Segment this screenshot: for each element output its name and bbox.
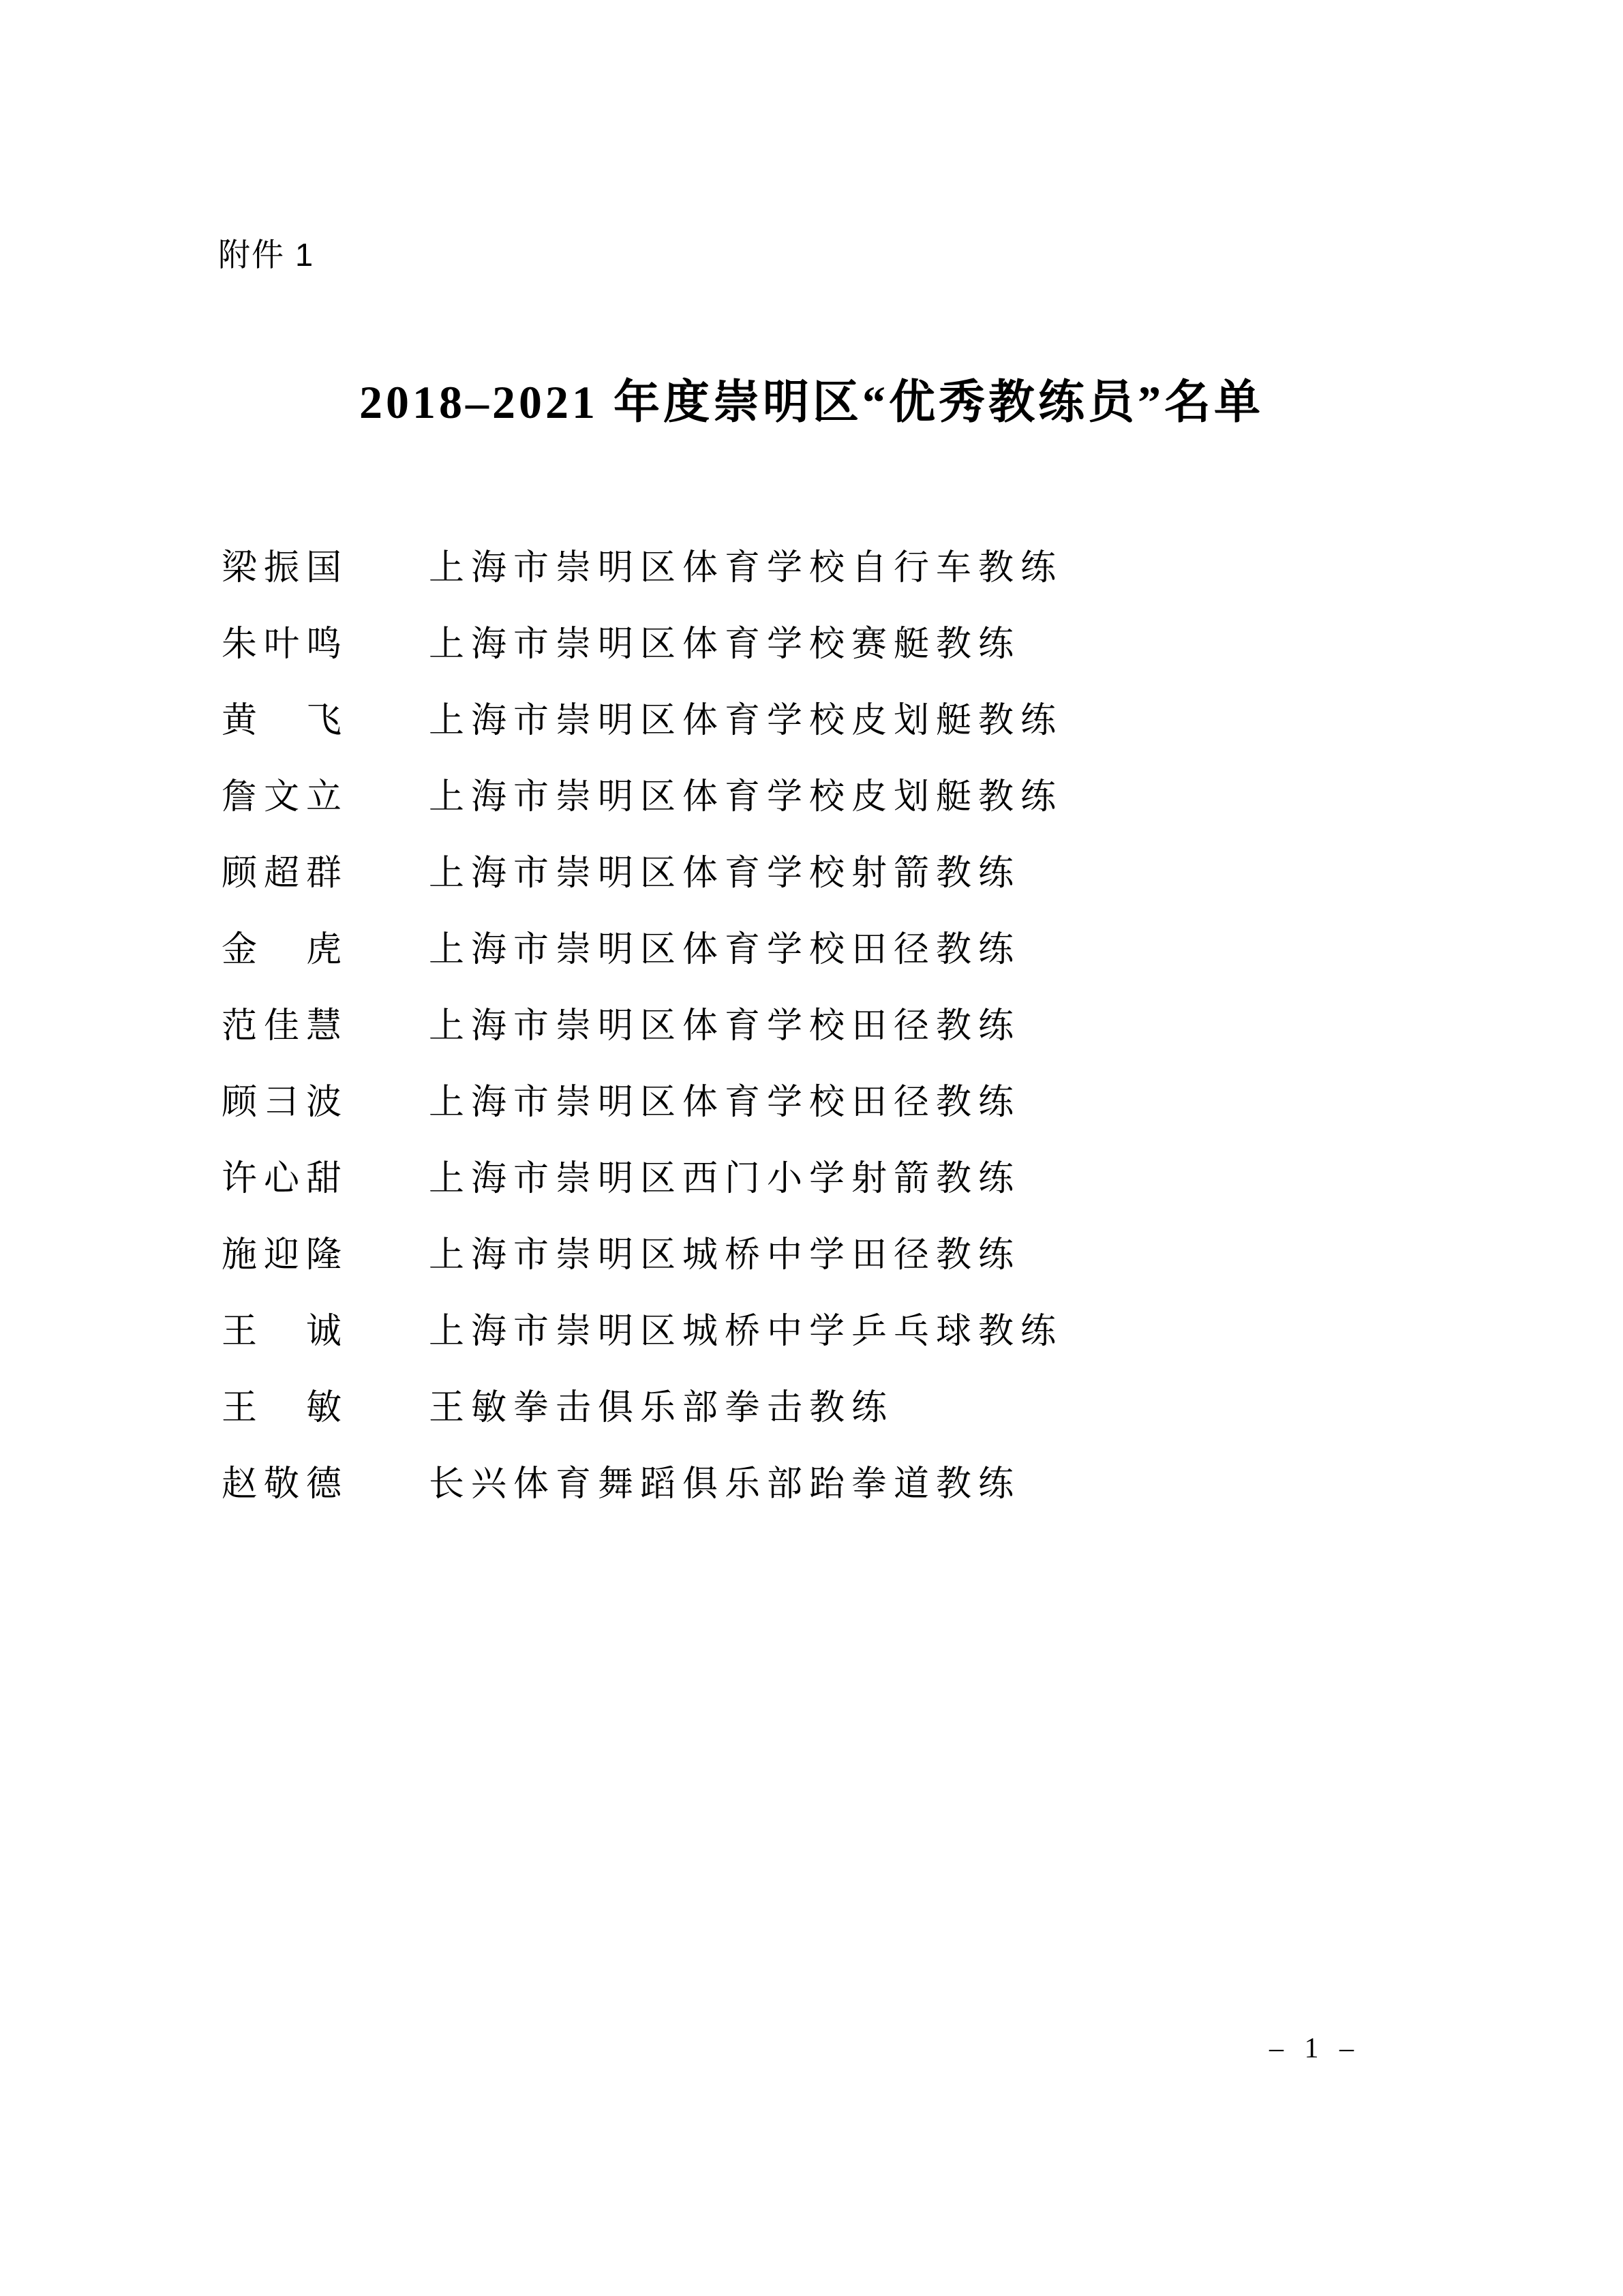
page-number: – 1 – — [1269, 2033, 1361, 2064]
coach-row — [222, 1370, 1448, 1447]
coach-name: 顾超群 — [222, 854, 349, 893]
coach-row — [222, 1065, 1448, 1141]
attachment-label: 附件 1 — [218, 237, 315, 273]
coach-row — [222, 1218, 1448, 1294]
coach-list — [222, 530, 1448, 1523]
coach-name: 金 虎 — [222, 931, 349, 969]
coach-row — [222, 1447, 1448, 1523]
coach-row — [222, 912, 1448, 988]
coach-row — [222, 759, 1448, 836]
coach-affiliation: 上海市崇明区体育学校田径教练 — [429, 1007, 1021, 1046]
coach-affiliation: 上海市崇明区体育学校皮划艇教练 — [429, 778, 1063, 817]
coach-name: 许心甜 — [222, 1160, 349, 1198]
coach-name: 黄 飞 — [222, 701, 349, 740]
coach-affiliation: 上海市崇明区体育学校田径教练 — [429, 1083, 1021, 1122]
coach-row — [222, 1141, 1448, 1218]
coach-affiliation: 上海市崇明区体育学校自行车教练 — [429, 549, 1063, 588]
coach-name: 王 诚 — [222, 1312, 349, 1351]
page-title: 2018–2021 年度崇明区“优秀教练员”名单 — [359, 376, 1264, 428]
coach-affiliation: 长兴体育舞蹈俱乐部跆拳道教练 — [429, 1465, 1021, 1504]
coach-name: 詹文立 — [222, 778, 349, 817]
coach-name: 梁振国 — [222, 549, 349, 588]
coach-name: 范佳慧 — [222, 1007, 349, 1046]
coach-affiliation: 上海市崇明区体育学校皮划艇教练 — [429, 701, 1063, 740]
coach-row — [222, 683, 1448, 759]
coach-affiliation: 上海市崇明区城桥中学乒乓球教练 — [429, 1312, 1063, 1351]
coach-name: 王 敏 — [222, 1389, 349, 1428]
coach-affiliation: 王敏拳击俱乐部拳击教练 — [429, 1389, 894, 1428]
coach-affiliation: 上海市崇明区体育学校田径教练 — [429, 931, 1021, 969]
coach-affiliation: 上海市崇明区体育学校赛艇教练 — [429, 625, 1021, 664]
coach-name: 施迎隆 — [222, 1236, 349, 1275]
coach-row — [222, 1294, 1448, 1370]
coach-name: 朱叶鸣 — [222, 625, 349, 664]
coach-affiliation: 上海市崇明区城桥中学田径教练 — [429, 1236, 1021, 1275]
coach-row — [222, 988, 1448, 1065]
coach-name: 赵敬德 — [222, 1465, 349, 1504]
coach-row — [222, 607, 1448, 683]
coach-affiliation: 上海市崇明区体育学校射箭教练 — [429, 854, 1021, 893]
coach-row — [222, 836, 1448, 912]
coach-name: 顾彐波 — [222, 1083, 349, 1122]
coach-affiliation: 上海市崇明区西门小学射箭教练 — [429, 1160, 1021, 1198]
coach-row — [222, 530, 1448, 607]
